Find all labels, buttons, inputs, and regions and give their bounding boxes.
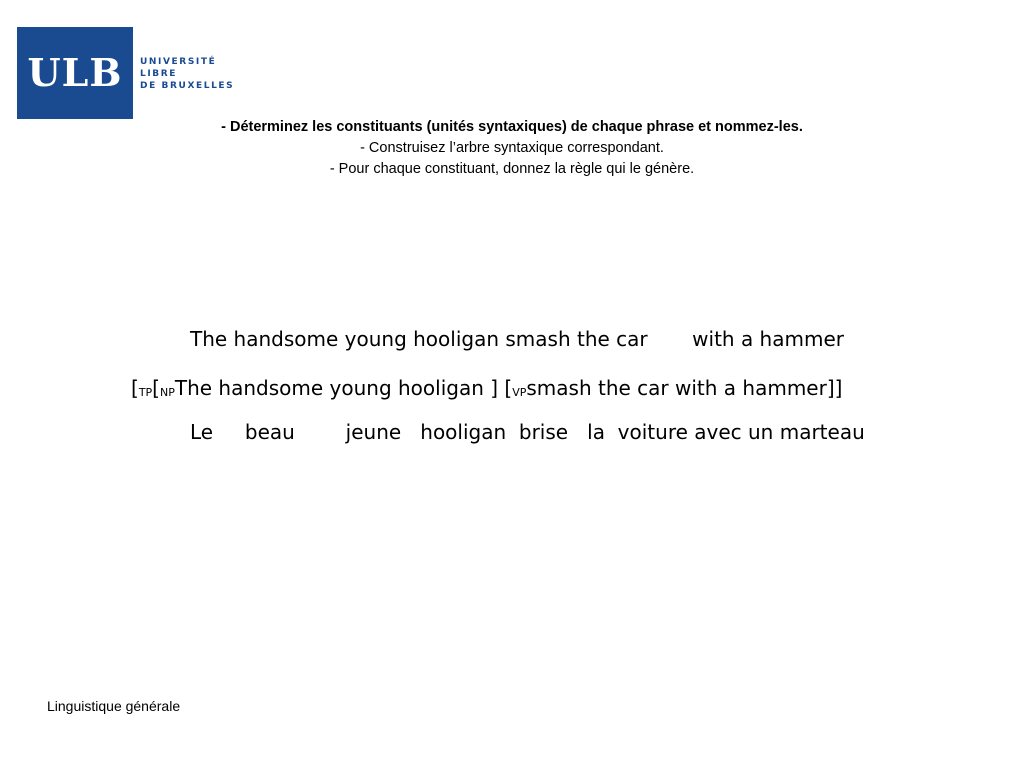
footer-course-title: Linguistique générale <box>47 698 181 714</box>
logo-line-3: DE BRUXELLES <box>140 81 235 91</box>
vp-constituent: smash the car with a hammer]] <box>526 376 843 400</box>
logo-mark: ULB <box>27 50 123 95</box>
instruction-line-3: - Pour chaque constituant, donnez la règle qui le génère. <box>329 161 695 177</box>
np-constituent: The handsome young hooligan ] [ <box>174 376 513 400</box>
logo-line-2: LIBRE <box>140 69 178 79</box>
french-sentence: Le beau jeune hooligan brise la voiture avec un marteau <box>190 420 865 444</box>
logo-wordmark <box>140 56 234 92</box>
example-sentences <box>190 262 865 479</box>
instruction-line-2: - Construisez l’arbre syntaxique correspondant. <box>360 140 664 156</box>
logo-line-1: UNIVERSITÉ <box>140 57 217 67</box>
np-label: NP <box>159 386 175 399</box>
bracket-open-np: [ <box>152 376 160 400</box>
english-sentence: The handsome young hooligan smash the car with a hammer <box>190 327 844 351</box>
ulb-logo <box>17 27 133 119</box>
vp-label: VP <box>512 386 527 399</box>
bracket-open-tp: [ <box>131 376 139 400</box>
instructions <box>0 117 1024 180</box>
instruction-line-1: - Déterminez les constituants (unités syntaxiques) de chaque phrase et nommez-les. <box>221 119 803 135</box>
tp-label: TP <box>138 386 153 399</box>
bracketed-structure <box>131 373 842 408</box>
